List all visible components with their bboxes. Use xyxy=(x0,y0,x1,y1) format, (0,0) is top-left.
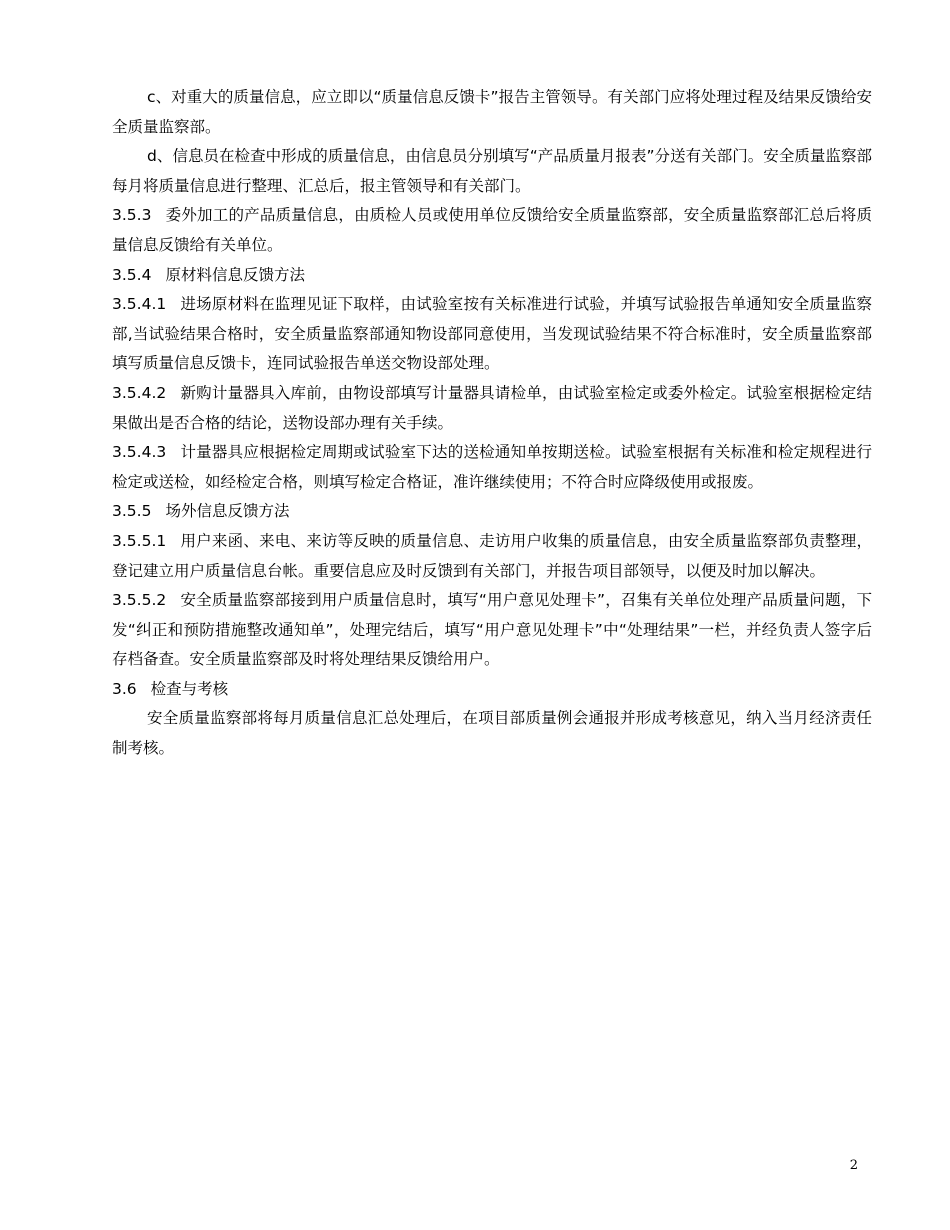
paragraph-c xyxy=(112,83,872,142)
paragraph-summary xyxy=(112,704,872,763)
section-text: 新购计量器具入库前，由物设部填写计量器具请检单，由试验室检定或委外检定。试验室根据检定结果做出是否合格的结论，送物设部办理有关手续。 xyxy=(112,383,872,432)
section-3-5-5 xyxy=(112,497,872,527)
section-number: 3.5.5.1 xyxy=(112,531,167,550)
section-3-5-5-2 xyxy=(112,586,872,675)
section-3-5-4 xyxy=(112,261,872,291)
section-number: 3.5.5.2 xyxy=(112,591,167,610)
section-text: 安全质量监察部接到用户质量信息时，填写“用户意见处理卡”，召集有关单位处理产品质量问题，下发“纠正和预防措施整改通知单”，处理完结后，填写“用户意见处理卡”中“处理结果”一栏，并经负责人签字后存档备查。安全质量监察部及时将处理结果反馈给用户。 xyxy=(112,591,872,669)
section-3-5-4-1 xyxy=(112,290,872,379)
document-body xyxy=(112,83,872,764)
section-number: 3.5.3 xyxy=(112,206,152,225)
section-heading: 场外信息反馈方法 xyxy=(165,502,290,521)
section-number: 3.6 xyxy=(112,679,137,698)
section-number: 3.5.4 xyxy=(112,265,152,284)
section-number: 3.5.5 xyxy=(112,502,152,521)
section-number: 3.5.4.1 xyxy=(112,295,167,314)
page-number: 2 xyxy=(849,1158,858,1173)
section-3-6 xyxy=(112,675,872,705)
section-3-5-4-2 xyxy=(112,379,872,438)
paragraph-d xyxy=(112,142,872,201)
section-3-5-3 xyxy=(112,201,872,260)
paragraph-text: 安全质量监察部将每月质量信息汇总处理后，在项目部质量例会通报并形成考核意见，纳入当月经济责任制考核。 xyxy=(112,709,872,758)
section-text: 进场原材料在监理见证下取样，由试验室按有关标准进行试验，并填写试验报告单通知安全质量监察部,当试验结果合格时，安全质量监察部通知物设部同意使用，当发现试验结果不符合标准时，安全质量监察部填写质量信息反馈卡，连同试验报告单送交物设部处理。 xyxy=(112,295,872,373)
section-heading: 检查与考核 xyxy=(150,679,229,698)
section-number: 3.5.4.3 xyxy=(112,443,167,462)
section-number: 3.5.4.2 xyxy=(112,383,167,402)
section-heading: 原材料信息反馈方法 xyxy=(165,265,305,284)
section-text: 用户来函、来电、来访等反映的质量信息、走访用户收集的质量信息，由安全质量监察部负责整理，登记建立用户质量信息台帐。重要信息应及时反馈到有关部门，并报告项目部领导，以便及时加以解决。 xyxy=(112,531,872,580)
section-3-5-4-3 xyxy=(112,438,872,497)
section-text: 委外加工的产品质量信息，由质检人员或使用单位反馈给安全质量监察部，安全质量监察部汇总后将质量信息反馈给有关单位。 xyxy=(112,206,872,254)
section-text: 计量器具应根据检定周期或试验室下达的送检通知单按期送检。试验室根据有关标准和检定规程进行检定或送检，如经检定合格，则填写检定合格证，准许继续使用；不符合时应降级使用或报废。 xyxy=(112,443,872,491)
section-3-5-5-1 xyxy=(112,527,872,586)
paragraph-text: c、对重大的质量信息，应立即以“质量信息反馈卡”报告主管领导。有关部门应将处理过程及结果反馈给安全质量监察部。 xyxy=(112,88,872,136)
paragraph-text: d、信息员在检查中形成的质量信息，由信息员分别填写“产品质量月报表”分送有关部门。安全质量监察部每月将质量信息进行整理、汇总后，报主管领导和有关部门。 xyxy=(112,147,872,195)
